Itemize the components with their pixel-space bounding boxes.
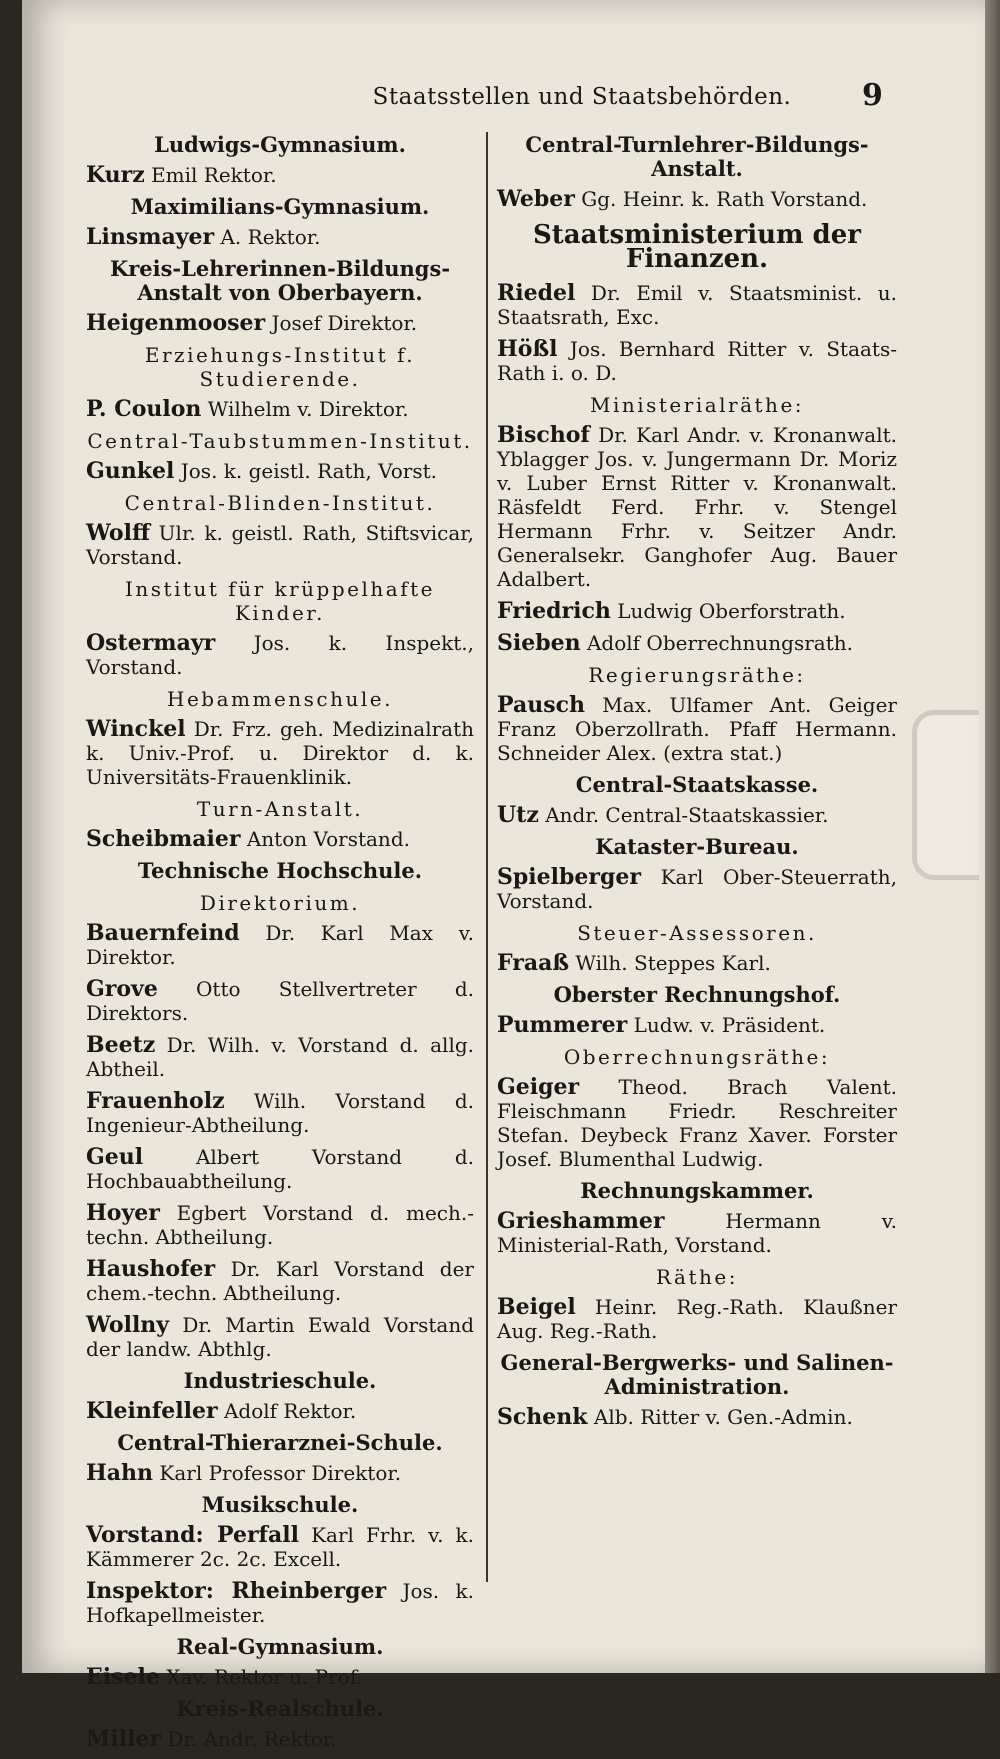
page-edge: [985, 0, 1000, 1673]
entry-name: Schenk: [497, 1404, 588, 1430]
section-heading: Central-Thierarznei-Schule.: [117, 1430, 443, 1455]
entry-text: Dr. Karl Max v. Direktor.: [86, 921, 474, 969]
subheading: Räthe:: [656, 1265, 738, 1289]
directory-entry: [86, 1033, 474, 1081]
entry-name: Vorstand: Perfall: [86, 1522, 299, 1548]
directory-entry: [86, 521, 474, 569]
directory-entry: [86, 1257, 474, 1305]
entry-text: Jos. k. Hofkapellmeister.: [86, 1579, 474, 1627]
entry-name: Beigel: [497, 1294, 576, 1320]
entry-text: Dr. Martin Ewald Vorstand der landw. Abthlg.: [86, 1313, 474, 1361]
entry-text: Jos. Bernhard Ritter v. Staats-Rath i. o. D.: [497, 337, 897, 385]
entry-text: Albert Vorstand d. Hochbauabtheilung.: [86, 1145, 474, 1193]
entry-text: Dr. Karl Vorstand der chem.-techn. Abtheilung.: [86, 1257, 474, 1305]
entry-text: Andr. Central-Staatskassier.: [538, 803, 829, 827]
entry-text: Dr. Andr. Rektor.: [161, 1727, 337, 1751]
entry-name: Kurz: [86, 162, 145, 188]
section-heading: Musikschule.: [201, 1492, 359, 1517]
clip-tab: [912, 710, 979, 880]
directory-entry: [86, 1145, 474, 1193]
subheading: Oberrechnungsräthe:: [563, 1045, 831, 1069]
directory-entry: [86, 921, 474, 969]
directory-entry: [497, 423, 897, 591]
directory-entry: [497, 281, 897, 329]
entry-name: Ostermayr: [86, 630, 216, 656]
directory-entry: [497, 865, 897, 913]
directory-entry: [86, 1665, 474, 1689]
directory-entry: [86, 977, 474, 1025]
directory-entry: [497, 693, 897, 765]
entry-name: Bauernfeind: [86, 920, 240, 946]
subheading: Ministerialräthe:: [589, 393, 805, 417]
subheading: Central-Blinden-Institut.: [124, 491, 436, 515]
entry-text: Wilh. Steppes Karl.: [569, 951, 771, 975]
entry-name: Utz: [497, 802, 539, 828]
directory-entry: [86, 827, 474, 851]
entry-text: Dr. Wilh. v. Vorstand d. allg. Abtheil.: [86, 1033, 474, 1081]
entry-text: Xav. Rektor u. Prof.: [159, 1665, 363, 1689]
entry-text: Dr. Frz. geh. Medizinalrath k. Univ.-Prof. u. Direktor d. k. Universitäts-Frauenklinik.: [86, 717, 474, 789]
entry-text: Ludwig Oberforstrath.: [610, 599, 846, 623]
entry-name: Wolff: [86, 520, 151, 546]
entry-text: Karl Ober-Steuerrath, Vorstand.: [497, 865, 897, 913]
section-heading: Staatsministerium der Finanzen.: [533, 220, 861, 274]
entry-text: Otto Stellvertreter d. Direktors.: [86, 977, 474, 1025]
directory-entry: [86, 631, 474, 679]
entry-text: Ludw. v. Präsident.: [627, 1013, 826, 1037]
directory-entry: [86, 311, 474, 335]
directory-entry: [86, 225, 474, 249]
entry-text: Adolf Oberrechnungsrath.: [580, 631, 853, 655]
directory-entry: [497, 631, 897, 655]
entry-text: Karl Professor Direktor.: [153, 1461, 402, 1485]
running-title: Staatsstellen und Staatsbehörden.: [372, 84, 792, 110]
entry-text: Dr. Karl Andr. v. Kronanwalt. Yblagger Jos. v. Jungermann Dr. Moriz v. Luber Ernst Ritter v. Kronanwalt. Räsfeldt Ferd. Frhr. v. Stengel Hermann Frhr. v. Seitzer Andr. Generalsekr. Ganghofer Aug. Bauer Adalbert.: [497, 423, 897, 591]
directory-entry: [86, 459, 474, 483]
subheading: Central-Taubstummen-Institut.: [87, 429, 473, 453]
section-heading: General-Bergwerks- und Salinen-Administration.: [500, 1350, 894, 1399]
directory-entry: [497, 187, 897, 211]
entry-name: Heigenmooser: [86, 310, 266, 336]
entry-text: Josef Direktor.: [265, 311, 418, 335]
entry-text: Dr. Emil v. Staatsminist. u. Staatsrath, Exc.: [497, 281, 897, 329]
directory-entry: [497, 337, 897, 385]
entry-name: Wollny: [86, 1312, 170, 1338]
directory-entry: [497, 1013, 897, 1037]
section-heading: Rechnungskammer.: [580, 1178, 814, 1203]
directory-entry: [86, 1579, 474, 1627]
section-heading: Central-Staatskasse.: [575, 772, 819, 797]
section-heading: Real-Gymnasium.: [176, 1634, 384, 1659]
section-heading: Ludwigs-Gymnasium.: [154, 132, 406, 157]
entry-text: Heinr. Reg.-Rath. Klaußner Aug. Reg.-Rath.: [497, 1295, 897, 1343]
entry-name: Spielberger: [497, 864, 641, 890]
directory-entry: [86, 1313, 474, 1361]
directory-entry: [86, 163, 474, 187]
entry-name: Riedel: [497, 280, 576, 306]
entry-text: Emil Rektor.: [144, 163, 277, 187]
entry-name: Friedrich: [497, 598, 611, 624]
directory-entry: [497, 803, 897, 827]
section-heading: Maximilians-Gymnasium.: [130, 194, 430, 219]
entry-name: Gunkel: [86, 458, 175, 484]
entry-name: Geiger: [497, 1074, 580, 1100]
directory-entry: [86, 1201, 474, 1249]
entry-text: Jos. k. geistl. Rath, Vorst.: [174, 459, 438, 483]
book-page: [22, 0, 985, 1752]
directory-entry: [497, 599, 897, 623]
subheading: Regierungsräthe:: [588, 663, 806, 687]
entry-name: Pummerer: [497, 1012, 628, 1038]
entry-name: Sieben: [497, 630, 581, 656]
directory-entry: [86, 1461, 474, 1485]
entry-text: Adolf Rektor.: [217, 1399, 357, 1423]
entry-name: Hahn: [86, 1460, 154, 1486]
right-column: [497, 126, 897, 1437]
entry-text: Gg. Heinr. k. Rath Vorstand.: [574, 187, 868, 211]
subheading: Hebammenschule.: [167, 687, 393, 711]
entry-text: Egbert Vorstand d. mech.-techn. Abtheilung.: [86, 1201, 474, 1249]
entry-name: Grieshammer: [497, 1208, 665, 1234]
directory-entry: [86, 1399, 474, 1423]
entry-name: Beetz: [86, 1032, 156, 1058]
entry-text: Wilhelm v. Direktor.: [201, 397, 409, 421]
entry-text: Anton Vorstand.: [240, 827, 410, 851]
directory-entry: [86, 1523, 474, 1571]
subheading: Steuer-Assessoren.: [577, 921, 817, 945]
subheading: Institut für krüppelhafte Kinder.: [125, 577, 435, 625]
entry-name: Weber: [497, 186, 575, 212]
directory-entry: [86, 397, 474, 421]
entry-name: Hoyer: [86, 1200, 160, 1226]
entry-name: Frauenholz: [86, 1088, 225, 1114]
entry-name: Grove: [86, 976, 158, 1002]
section-heading: Central-Turnlehrer-Bildungs-Anstalt.: [525, 132, 869, 181]
directory-entry: [497, 1209, 897, 1257]
entry-text: Hermann v. Ministerial-Rath, Vorstand.: [497, 1209, 897, 1257]
entry-text: Alb. Ritter v. Gen.-Admin.: [587, 1405, 853, 1429]
page-number: 9: [862, 78, 883, 113]
subheading: Turn-Anstalt.: [196, 797, 364, 821]
entry-text: Max. Ulfamer Ant. Geiger Franz Oberzollrath. Pfaff Hermann. Schneider Alex. (extra stat.): [497, 693, 897, 765]
entry-name: Winckel: [86, 716, 186, 742]
entry-name: Haushofer: [86, 1256, 216, 1282]
directory-entry: [497, 951, 897, 975]
section-heading: Kreis-Realschule.: [176, 1696, 384, 1721]
entry-name: Bischof: [497, 422, 590, 448]
directory-entry: [497, 1295, 897, 1343]
entry-text: Karl Frhr. v. k. Kämmerer 2c. 2c. Excell.: [86, 1523, 475, 1571]
entry-name: Inspektor: Rheinberger: [86, 1578, 387, 1604]
directory-entry: [86, 1727, 474, 1751]
directory-entry: [497, 1075, 897, 1171]
section-heading: Kreis-Lehrerinnen-Bildungs-Anstalt von Oberbayern.: [109, 256, 451, 305]
subheading: Direktorium.: [199, 891, 361, 915]
left-column: [86, 126, 474, 1759]
entry-name: Pausch: [497, 692, 585, 718]
entry-name: Linsmayer: [86, 224, 215, 250]
section-heading: Technische Hochschule.: [137, 858, 423, 883]
entry-text: Ulr. k. geistl. Rath, Stiftsvicar, Vorstand.: [86, 521, 474, 569]
directory-entry: [86, 1089, 474, 1137]
entry-name: Eisele: [86, 1664, 160, 1690]
entry-text: A. Rektor.: [214, 225, 321, 249]
entry-name: Hößl: [497, 336, 558, 362]
entry-name: Kleinfeller: [86, 1398, 218, 1424]
column-divider: [486, 132, 488, 1582]
entry-name: P. Coulon: [86, 396, 202, 422]
entry-text: Wilh. Vorstand d. Ingenieur-Abtheilung.: [86, 1089, 474, 1137]
entry-text: Theod. Brach Valent. Fleischmann Friedr. Reschreiter Stefan. Deybeck Franz Xaver. Forster Josef. Blumenthal Ludwig.: [497, 1075, 897, 1171]
entry-name: Miller: [86, 1726, 162, 1752]
entry-name: Geul: [86, 1144, 144, 1170]
directory-entry: [86, 717, 474, 789]
section-heading: Kataster-Bureau.: [595, 834, 799, 859]
entry-name: Scheibmaier: [86, 826, 241, 852]
section-heading: Oberster Rechnungshof.: [553, 982, 841, 1007]
section-heading: Industrieschule.: [183, 1368, 377, 1393]
entry-text: Jos. k. Inspekt., Vorstand.: [86, 631, 474, 679]
subheading: Erziehungs-Institut f. Studierende.: [144, 343, 416, 391]
directory-entry: [497, 1405, 897, 1429]
entry-name: Fraaß: [497, 950, 570, 976]
